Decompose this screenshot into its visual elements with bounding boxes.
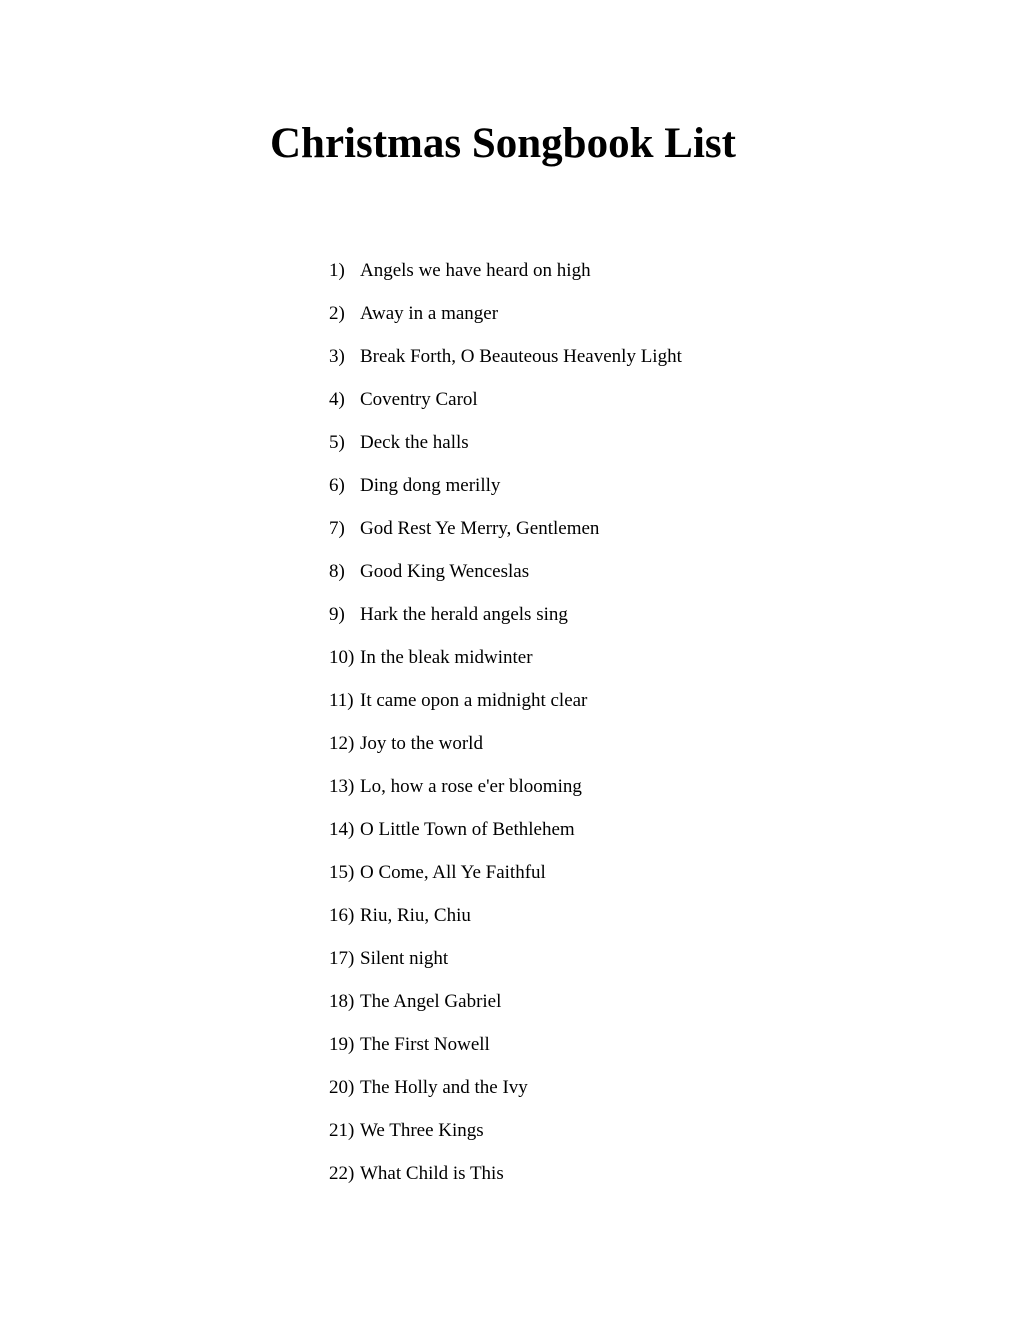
song-number: 9): [329, 604, 345, 625]
song-title: O Little Town of Bethlehem: [360, 819, 575, 840]
song-title: Deck the halls: [360, 432, 469, 453]
song-number: 7): [329, 518, 345, 539]
list-item: [329, 860, 682, 903]
song-title: The Holly and the Ivy: [360, 1077, 528, 1098]
list-item: [329, 903, 682, 946]
song-number: 1): [329, 260, 345, 281]
song-title: O Come, All Ye Faithful: [360, 862, 546, 883]
page-title: Christmas Songbook List: [270, 120, 736, 167]
song-title: God Rest Ye Merry, Gentlemen: [360, 518, 600, 539]
list-item: [329, 559, 682, 602]
song-title: Good King Wenceslas: [360, 561, 530, 582]
song-title: Riu, Riu, Chiu: [360, 905, 471, 926]
song-number: 15): [329, 862, 355, 883]
song-number: 16): [329, 905, 355, 926]
song-number: 3): [329, 346, 345, 367]
song-number: 11): [329, 690, 354, 711]
list-item: [329, 1161, 682, 1204]
song-number: 18): [329, 991, 355, 1012]
song-title: Ding dong merilly: [360, 475, 501, 496]
list-item: [329, 301, 682, 344]
song-title: Angels we have heard on high: [360, 260, 591, 281]
song-number: 6): [329, 475, 345, 496]
song-title: Away in a manger: [360, 303, 499, 324]
song-title: It came opon a midnight clear: [360, 690, 588, 711]
list-item: [329, 473, 682, 516]
song-list: [329, 258, 682, 1204]
song-title: We Three Kings: [360, 1120, 484, 1141]
song-number: 12): [329, 733, 355, 754]
song-title: The Angel Gabriel: [360, 991, 502, 1012]
list-item: [329, 817, 682, 860]
list-item: [329, 989, 682, 1032]
song-title: Break Forth, O Beauteous Heavenly Light: [360, 346, 682, 367]
list-item: [329, 1075, 682, 1118]
song-number: 22): [329, 1163, 355, 1184]
list-item: [329, 430, 682, 473]
list-item: [329, 387, 682, 430]
song-title: Coventry Carol: [360, 389, 478, 410]
list-item: [329, 688, 682, 731]
song-number: 19): [329, 1034, 355, 1055]
song-title: Hark the herald angels sing: [360, 604, 568, 625]
song-number: 21): [329, 1120, 355, 1141]
song-title: Joy to the world: [360, 733, 483, 754]
song-number: 14): [329, 819, 355, 840]
song-number: 5): [329, 432, 345, 453]
list-item: [329, 1118, 682, 1161]
list-item: [329, 946, 682, 989]
list-item: [329, 731, 682, 774]
list-item: [329, 1032, 682, 1075]
song-title: What Child is This: [360, 1163, 504, 1184]
list-item: [329, 516, 682, 559]
song-title: Silent night: [360, 948, 449, 969]
list-item: [329, 645, 682, 688]
list-item: [329, 258, 682, 301]
song-number: 2): [329, 303, 345, 324]
song-number: 20): [329, 1077, 355, 1098]
song-number: 8): [329, 561, 345, 582]
song-number: 10): [329, 647, 355, 668]
list-item: [329, 774, 682, 817]
song-title: In the bleak midwinter: [360, 647, 533, 668]
list-item: [329, 344, 682, 387]
song-number: 17): [329, 948, 355, 969]
song-title: Lo, how a rose e'er blooming: [360, 776, 582, 797]
list-item: [329, 602, 682, 645]
song-title: The First Nowell: [360, 1034, 490, 1055]
song-number: 4): [329, 389, 345, 410]
song-number: 13): [329, 776, 355, 797]
